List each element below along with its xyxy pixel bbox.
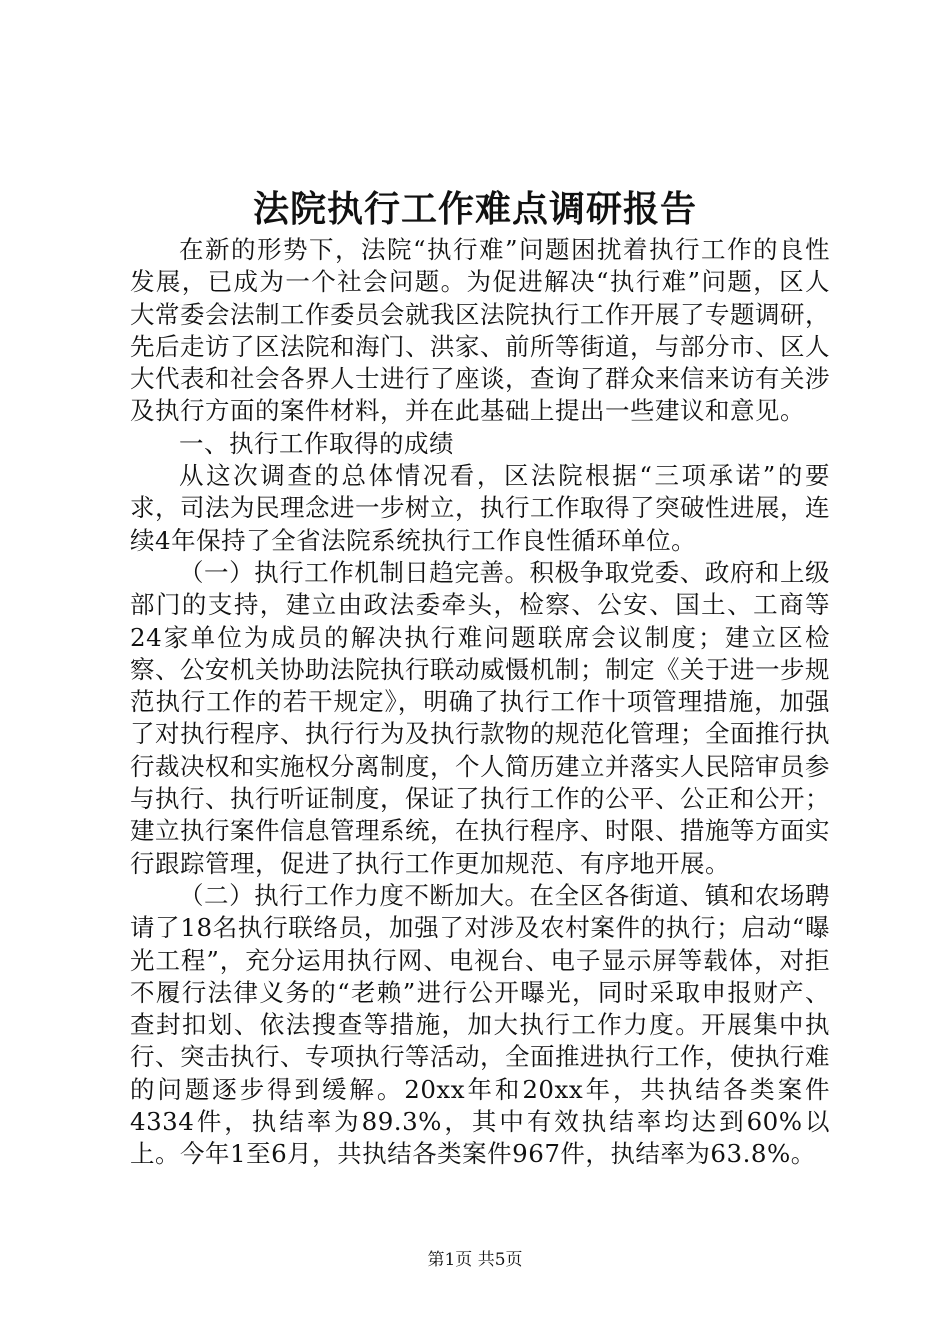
page-footer: 第1页 共5页 — [427, 1250, 523, 1270]
document-body — [130, 234, 830, 1171]
paragraph-enforcement: （二）执行工作力度不断加大。在全区各街道、镇和农场聘请了18名执行联络员，加强了对涉及农村案件的执行；启动“曝光工程”，充分运用执行网、电视台、电子显示屏等载体，对拒不履行法律义务的“老赖”进行公开曝光，同时采取申报财产、查封扣划、依法搜查等措施，加大执行工作力度。开展集中执行、突击执行、专项执行等活动，全面推进执行工作，使执行难的问题逐步得到缓解。20xx年和20xx年，共执结各类案件4334件，执结率为89.3%，其中有效执结率均达到60%以上。今年1至6月，共执结各类案件967件，执结率为63.8%。 — [130, 880, 830, 1169]
paragraph-mechanism: （一）执行工作机制日趋完善。积极争取党委、政府和上级部门的支持，建立由政法委牵头，检察、公安、国土、工商等24家单位为成员的解决执行难问题联席会议制度；建立区检察、公安机关协助法院执行联动威慑机制；制定《关于进一步规范执行工作的若干规定》，明确了执行工作十项管理措施，加强了对执行程序、执行行为及执行款物的规范化管理；全面推行执行裁决权和实施权分离制度，个人简历建立并落实人民陪审员参与执行、执行听证制度，保证了执行工作的公平、公正和公开；建立执行案件信息管理系统，在执行程序、时限、措施等方面实行跟踪管理，促进了执行工作更加规范、有序地开展。 — [130, 557, 830, 878]
paragraph-intro: 在新的形势下，法院“执行难”问题困扰着执行工作的良性发展，已成为一个社会问题。为促进解决“执行难”问题，区人大常委会法制工作委员会就我区法院执行工作开展了专题调研，先后走访了区法院和海门、洪家、前所等街道，与部分市、区人大代表和社会各界人士进行了座谈，查询了群众来信来访有关涉及执行方面的案件材料，并在此基础上提出一些建议和意见。 — [130, 235, 830, 426]
document-title: 法院执行工作难点调研报告 — [252, 188, 697, 230]
paragraph-overview: 从这次调查的总体情况看，区法院根据“三项承诺”的要求，司法为民理念进一步树立，执行工作取得了突破性进展，连续4年保持了全省法院系统执行工作良性循环单位。 — [130, 461, 830, 555]
section-heading-achievements: 一、执行工作取得的成绩 — [179, 428, 454, 458]
